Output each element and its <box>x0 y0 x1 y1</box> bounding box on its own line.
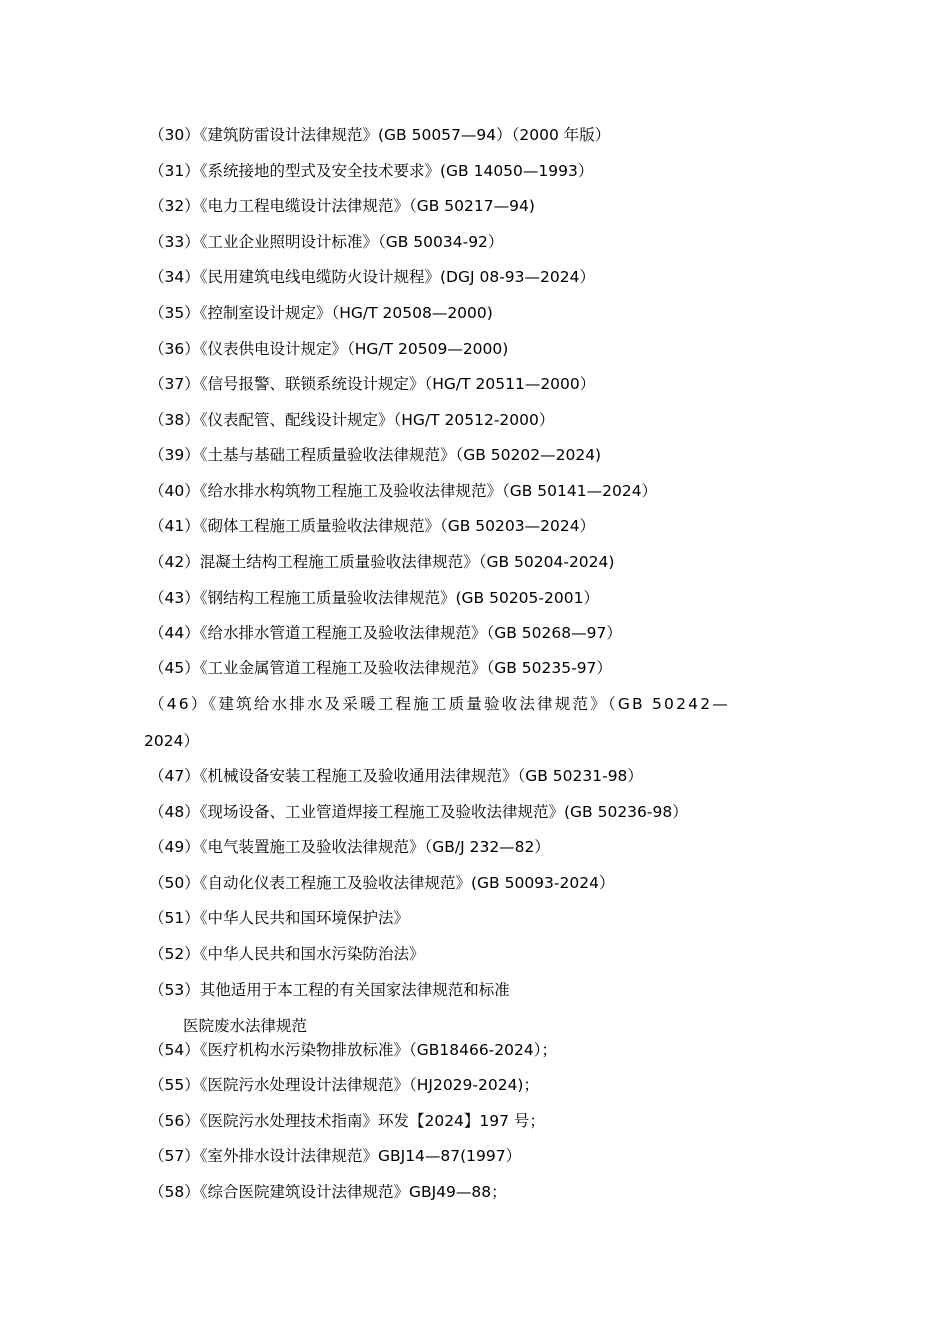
list-item: （47）《机械设备安装工程施工及验收通用法律规范》（GB 50231-98） <box>149 767 643 785</box>
section-heading: 医院废水法律规范 <box>183 1017 308 1035</box>
list-item: （33）《工业企业照明设计标准》（GB 50034-92） <box>149 233 504 251</box>
list-item: （34）《民用建筑电线电缆防火设计规程》(DGJ 08-93—2024） <box>149 268 595 286</box>
list-item: （35）《控制室设计规定》（HG/T 20508—2000) <box>149 304 493 322</box>
list-item: （48）《现场设备、工业管道焊接工程施工及验收法律规范》(GB 50236-98） <box>149 803 688 821</box>
list-item: （52）《中华人民共和国水污染防治法》 <box>149 945 425 963</box>
list-item: （43）《钢结构工程施工质量验收法律规范》(GB 50205-2001） <box>149 589 599 607</box>
list-item: （36）《仪表供电设计规定》（HG/T 20509—2000) <box>149 340 509 358</box>
list-item: （46）《建筑给水排水及采暖工程施工质量验收法律规范》（GB 50242— <box>149 695 731 713</box>
list-item: （54）《医疗机构水污染物排放标准》（GB18466-2024）； <box>149 1041 557 1059</box>
list-item: （44）《给水排水管道工程施工及验收法律规范》（GB 50268—97） <box>149 624 622 642</box>
list-item: （49）《电气装置施工及验收法律规范》（GB/J 232—82） <box>149 838 550 856</box>
list-item: （56）《医院污水处理技术指南》环发【2024】197 号； <box>149 1112 545 1130</box>
list-item: （51）《中华人民共和国环境保护法》 <box>149 909 409 927</box>
list-item: （31）《系统接地的型式及安全技术要求》(GB 14050—1993） <box>149 162 594 180</box>
list-item: （50）《自动化仪表工程施工及验收法律规范》(GB 50093-2024） <box>149 874 615 892</box>
list-item: （55）《医院污水处理设计法律规范》（HJ2029-2024)； <box>149 1076 539 1094</box>
list-item: （45）《工业金属管道工程施工及验收法律规范》（GB 50235-97） <box>149 659 612 677</box>
list-item-continuation: 2024） <box>144 732 199 750</box>
list-item: （40）《给水排水构筑物工程施工及验收法律规范》（GB 50141—2024） <box>149 482 658 500</box>
list-item: （32）《电力工程电缆设计法律规范》（GB 50217—94) <box>149 197 535 215</box>
list-item: （37）《信号报警、联锁系统设计规定》（HG/T 20511—2000） <box>149 375 596 393</box>
list-item: （42）混凝土结构工程施工质量验收法律规范》（GB 50204-2024) <box>149 553 615 571</box>
list-item: （53）其他适用于本工程的有关国家法律规范和标准 <box>149 981 510 999</box>
list-item: （38）《仪表配管、配线设计规定》（HG/T 20512-2000） <box>149 411 555 429</box>
list-item: （58）《综合医院建筑设计法律规范》GBJ49—88； <box>149 1183 507 1201</box>
list-item: （57）《室外排水设计法律规范》GBJ14—87(1997） <box>149 1147 522 1165</box>
list-item: （39）《土基与基础工程质量验收法律规范》（GB 50202—2024) <box>149 446 602 464</box>
list-item: （41）《砌体工程施工质量验收法律规范》（GB 50203—2024） <box>149 517 596 535</box>
list-item: （30）《建筑防雷设计法律规范》(GB 50057—94）（2000 年版） <box>149 126 611 144</box>
